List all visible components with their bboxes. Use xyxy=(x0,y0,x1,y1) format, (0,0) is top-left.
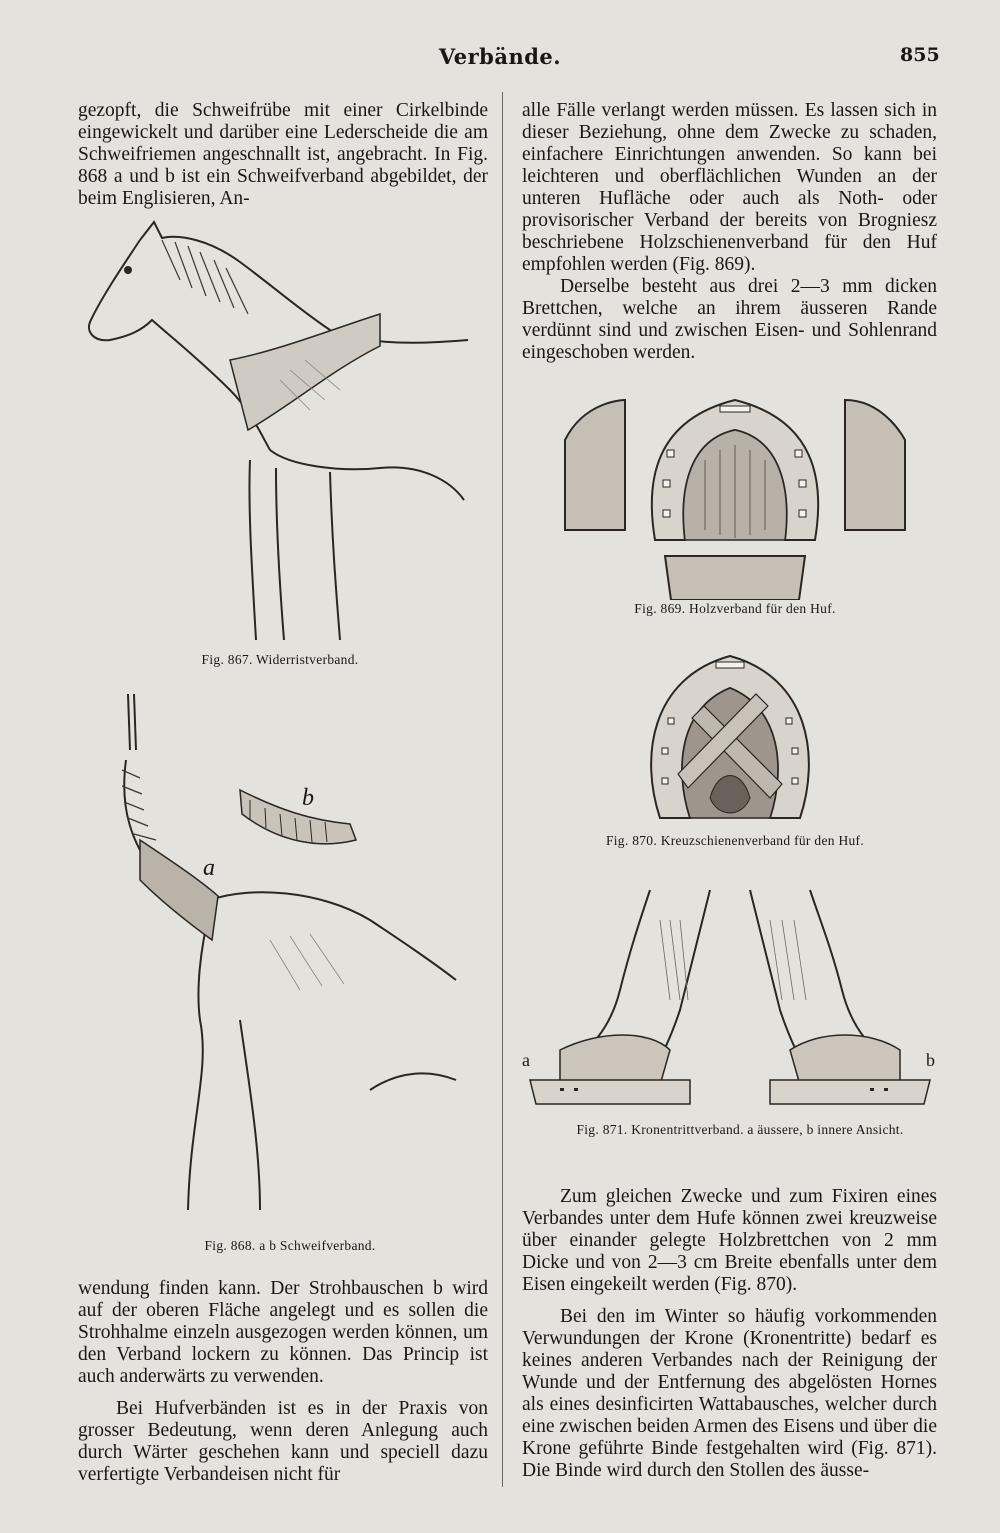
label-fig-868-a: a xyxy=(203,855,215,881)
label-fig-871-b: b xyxy=(926,1050,935,1070)
page-number: 855 xyxy=(900,44,940,66)
figure-871-coronet-bandage xyxy=(520,880,940,1120)
column-divider xyxy=(502,92,503,1487)
right-paragraph-4: Bei den im Winter so häufig vorkommenden Verwundungen der Krone (Kronentritte) bedarf es keines anderen Verbandes nach der Reinigung der Wunde und der Entfernung des abgelösten Hornes als eines desinficirten Wattabausches, welcher durch eine zwischen beiden Armen des Eisens und über die Krone geführte Binde festgehalten wird (Fig. 871). Die Binde wird durch den Stollen des äusse- xyxy=(522,1306,937,1481)
figure-867-withers-bandage xyxy=(80,210,480,650)
right-paragraph-1: alle Fälle verlangt werden müssen. Es lassen sich in dieser Beziehung, ohne dem Zwecke zu schaden, einfachere Einrichtungen anwenden. So kann bei leichteren und oberflächlichen Wunden an der unteren Hufläche oder auch als Noth- oder provisorischer Verband der bereits von Brogniesz beschriebene Holzschienenverband für den Huf empfohlen werden (Fig. 869). xyxy=(522,100,937,275)
running-head: Verbände. xyxy=(438,44,562,69)
left-paragraph-1: gezopft, die Schweifrübe mit einer Cirkelbinde eingewickelt und darüber eine Lederscheide die am Schweifriemen angeschnallt ist, angebracht. In Fig. 868 a und b ist ein Schweifverband abgebildet, der beim Englisieren, An- xyxy=(78,100,488,209)
left-paragraph-3: Bei Hufverbänden ist es in der Praxis von grosser Bedeutung, wenn deren Anlegung auch durch Wärter geschehen kann und speciell dazu verfertigte Verbandeisen nicht für xyxy=(78,1398,488,1485)
figure-868-tail-bandage xyxy=(100,690,460,1230)
figure-869-wooden-splint-bandage xyxy=(555,380,915,600)
right-paragraph-3: Zum gleichen Zwecke und zum Fixiren eines Verbandes unter dem Hufe können zwei kreuzweise über einander gelegte Holzbrettchen von 2 mm Dicke und von 2—3 cm Breite ebenfalls unter dem Eisen eingekeilt werden (Fig. 870). xyxy=(522,1186,937,1295)
caption-fig-871: Fig. 871. Kronentrittverband. a äussere, b innere Ansicht. xyxy=(576,1122,904,1137)
caption-fig-870: Fig. 870. Kreuzschienenverband für den Huf. xyxy=(605,833,865,848)
label-fig-871-a: a xyxy=(522,1050,530,1070)
figure-870-cross-splint-bandage xyxy=(640,648,820,828)
left-paragraph-2: wendung finden kann. Der Strohbauschen b wird auf der oberen Fläche angelegt und es sollen die Strohhalme einzeln ausgezogen werden können, um den Verband lockern zu können. Das Princip ist auch anderwärts zu verwenden. xyxy=(78,1278,488,1387)
right-paragraph-2: Derselbe besteht aus drei 2—3 mm dicken Brettchen, welche an ihrem äusseren Rande verdünnt sind und zwischen Eisen- und Sohlenrand eingeschoben werden. xyxy=(522,276,937,363)
caption-fig-867: Fig. 867. Widerristverband. xyxy=(201,652,359,667)
label-fig-868-b: b xyxy=(302,785,314,811)
caption-fig-868: Fig. 868. a b Schweifverband. xyxy=(204,1238,376,1253)
caption-fig-869: Fig. 869. Holzverband für den Huf. xyxy=(634,601,836,616)
